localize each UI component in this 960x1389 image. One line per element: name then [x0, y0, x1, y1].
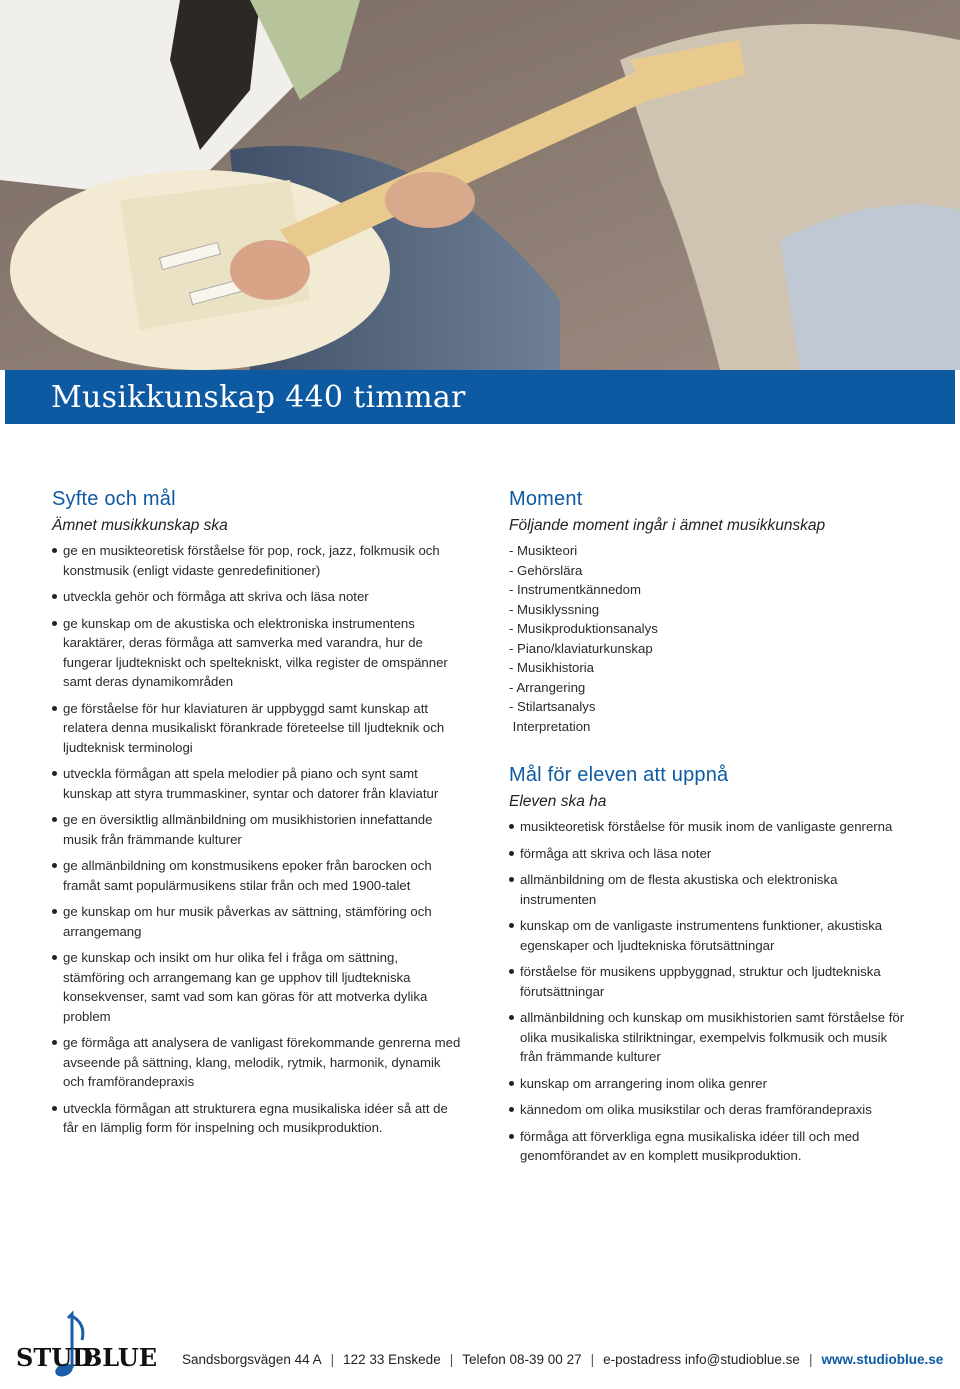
- list-item: ge allmänbildning om konstmusikens epoker från barocken och framåt samt populärmusikens stilar från och med 1900-talet: [52, 856, 462, 895]
- postal-code: 122 33 Enskede: [343, 1352, 441, 1367]
- address: Sandsborgsvägen 44 A: [182, 1352, 322, 1367]
- list-item: - Instrumentkännedom: [509, 582, 641, 597]
- logo-text: STUD: [16, 1343, 93, 1372]
- list-item: förmåga att förverkliga egna musikaliska idéer till och med genomförandet av en komplett musikproduktion.: [509, 1127, 909, 1166]
- moment-heading: Moment: [509, 488, 583, 510]
- list-item: ge kunskap och insikt om hur olika fel i fråga om sättning, stämföring och arrangemang kan ge upphov till ljudtekniska konsekvenser, samt vad som kan göras för att motverka dylika problem: [52, 948, 462, 1026]
- list-item: kännedom om olika musikstilar och deras framförandepraxis: [509, 1100, 909, 1120]
- list-item: - Gehörslära: [509, 562, 583, 578]
- purpose-heading: Syfte och mål: [52, 488, 176, 510]
- list-item: ge kunskap om de akustiska och elektroniska instrumentens karaktärer, deras förmåga att samverka med varandra, hur de fungerar ljudtekniskt och speltekniskt, vilka register de omspänner samt deras dynamikområden: [52, 614, 462, 692]
- list-item: förmåga att skriva och läsa noter: [509, 844, 909, 864]
- title-band: [5, 370, 955, 424]
- list-item: ge en musikteoretisk förståelse för pop, rock, jazz, folkmusik och konstmusik (enligt vidaste genredefinitioner): [52, 541, 462, 580]
- list-item: förståelse för musikens uppbyggnad, struktur och ljudtekniska förutsättningar: [509, 962, 909, 1001]
- studio-blue-logo: [16, 1310, 158, 1382]
- header-photo: [0, 0, 960, 370]
- purpose-list: [52, 541, 462, 1138]
- email[interactable]: e-postadress info@studioblue.se: [603, 1352, 800, 1367]
- list-item: - Musikproduktionsanalys: [509, 621, 658, 636]
- phone: Telefon 08-39 00 27: [462, 1352, 582, 1367]
- moment-subheading: Följande moment ingår i ämnet musikkunskap: [509, 516, 826, 534]
- list-item: Interpretation: [509, 718, 591, 734]
- list-item: - Musikhistoria: [509, 660, 595, 675]
- list-item: ge kunskap om hur musik påverkas av sättning, stämföring och arrangemang: [52, 902, 462, 941]
- svg-text:BLUE: BLUE: [82, 1343, 158, 1372]
- moment-section: [509, 490, 909, 1173]
- goals-heading: Mål för eleven att uppnå: [509, 764, 729, 786]
- list-item: - Musikteori: [509, 543, 578, 558]
- guitarist-photo-illustration: [0, 0, 960, 370]
- list-item: - Musiklyssning: [509, 601, 600, 617]
- list-item: kunskap om de vanligaste instrumentens funktioner, akustiska egenskaper och ljudtekniska förutsättningar: [509, 916, 909, 955]
- footer: [0, 1300, 960, 1389]
- list-item: ge förståelse för hur klaviaturen är uppbyggd samt kunskap att relatera denna musikaliskt förankrade företeelse till ljudteknik och ljudteknisk terminologi: [52, 699, 462, 758]
- list-item: - Piano/klaviaturkunskap: [509, 640, 653, 656]
- website-link[interactable]: www.studioblue.se: [821, 1352, 944, 1367]
- list-item: ge en översiktlig allmänbildning om musikhistorien innefattande musik från främmande kulturer: [52, 810, 462, 849]
- list-item: utveckla förmågan att spela melodier på piano och synt samt kunskap att styra trummaskiner, syntar och datorer från klaviatur: [52, 764, 462, 803]
- goals-subheading: Eleven ska ha: [509, 792, 607, 810]
- list-item: musikteoretisk förståelse för musik inom de vanligaste genrerna: [509, 817, 909, 837]
- contact-info: Sandsborgsvägen 44 A | 122 33 Enskede | Telefon 08-39 00 27 | e-postadress info@studioblue.se | www.studioblue.se: [182, 1352, 944, 1367]
- goals-list: [509, 817, 909, 1166]
- moment-list: [509, 541, 909, 736]
- list-item: utveckla gehör och förmåga att skriva och läsa noter: [52, 587, 462, 607]
- list-item: - Arrangering: [509, 679, 586, 695]
- purpose-section: [52, 490, 462, 1145]
- list-item: ge förmåga att analysera de vanligast förekommande genrerna med avseende på sättning, klang, melodik, rytmik, harmonik, dynamik och framförandepraxis: [52, 1033, 462, 1092]
- purpose-subheading: Ämnet musikkunskap ska: [52, 516, 228, 534]
- page-title: Musikkunskap 440 timmar: [51, 380, 466, 415]
- list-item: utveckla förmågan att strukturera egna musikaliska idéer så att de får en lämplig form för inspelning och musikproduktion.: [52, 1099, 462, 1138]
- list-item: - Stilartsanalys: [509, 699, 596, 714]
- goals-section: [509, 766, 909, 1166]
- list-item: allmänbildning och kunskap om musikhistorien samt förståelse för olika musikaliska stilriktningar, exempelvis folkmusik och musik från främmande kulturer: [509, 1008, 909, 1067]
- list-item: allmänbildning om de flesta akustiska och elektroniska instrumenten: [509, 870, 909, 909]
- list-item: kunskap om arrangering inom olika genrer: [509, 1074, 909, 1094]
